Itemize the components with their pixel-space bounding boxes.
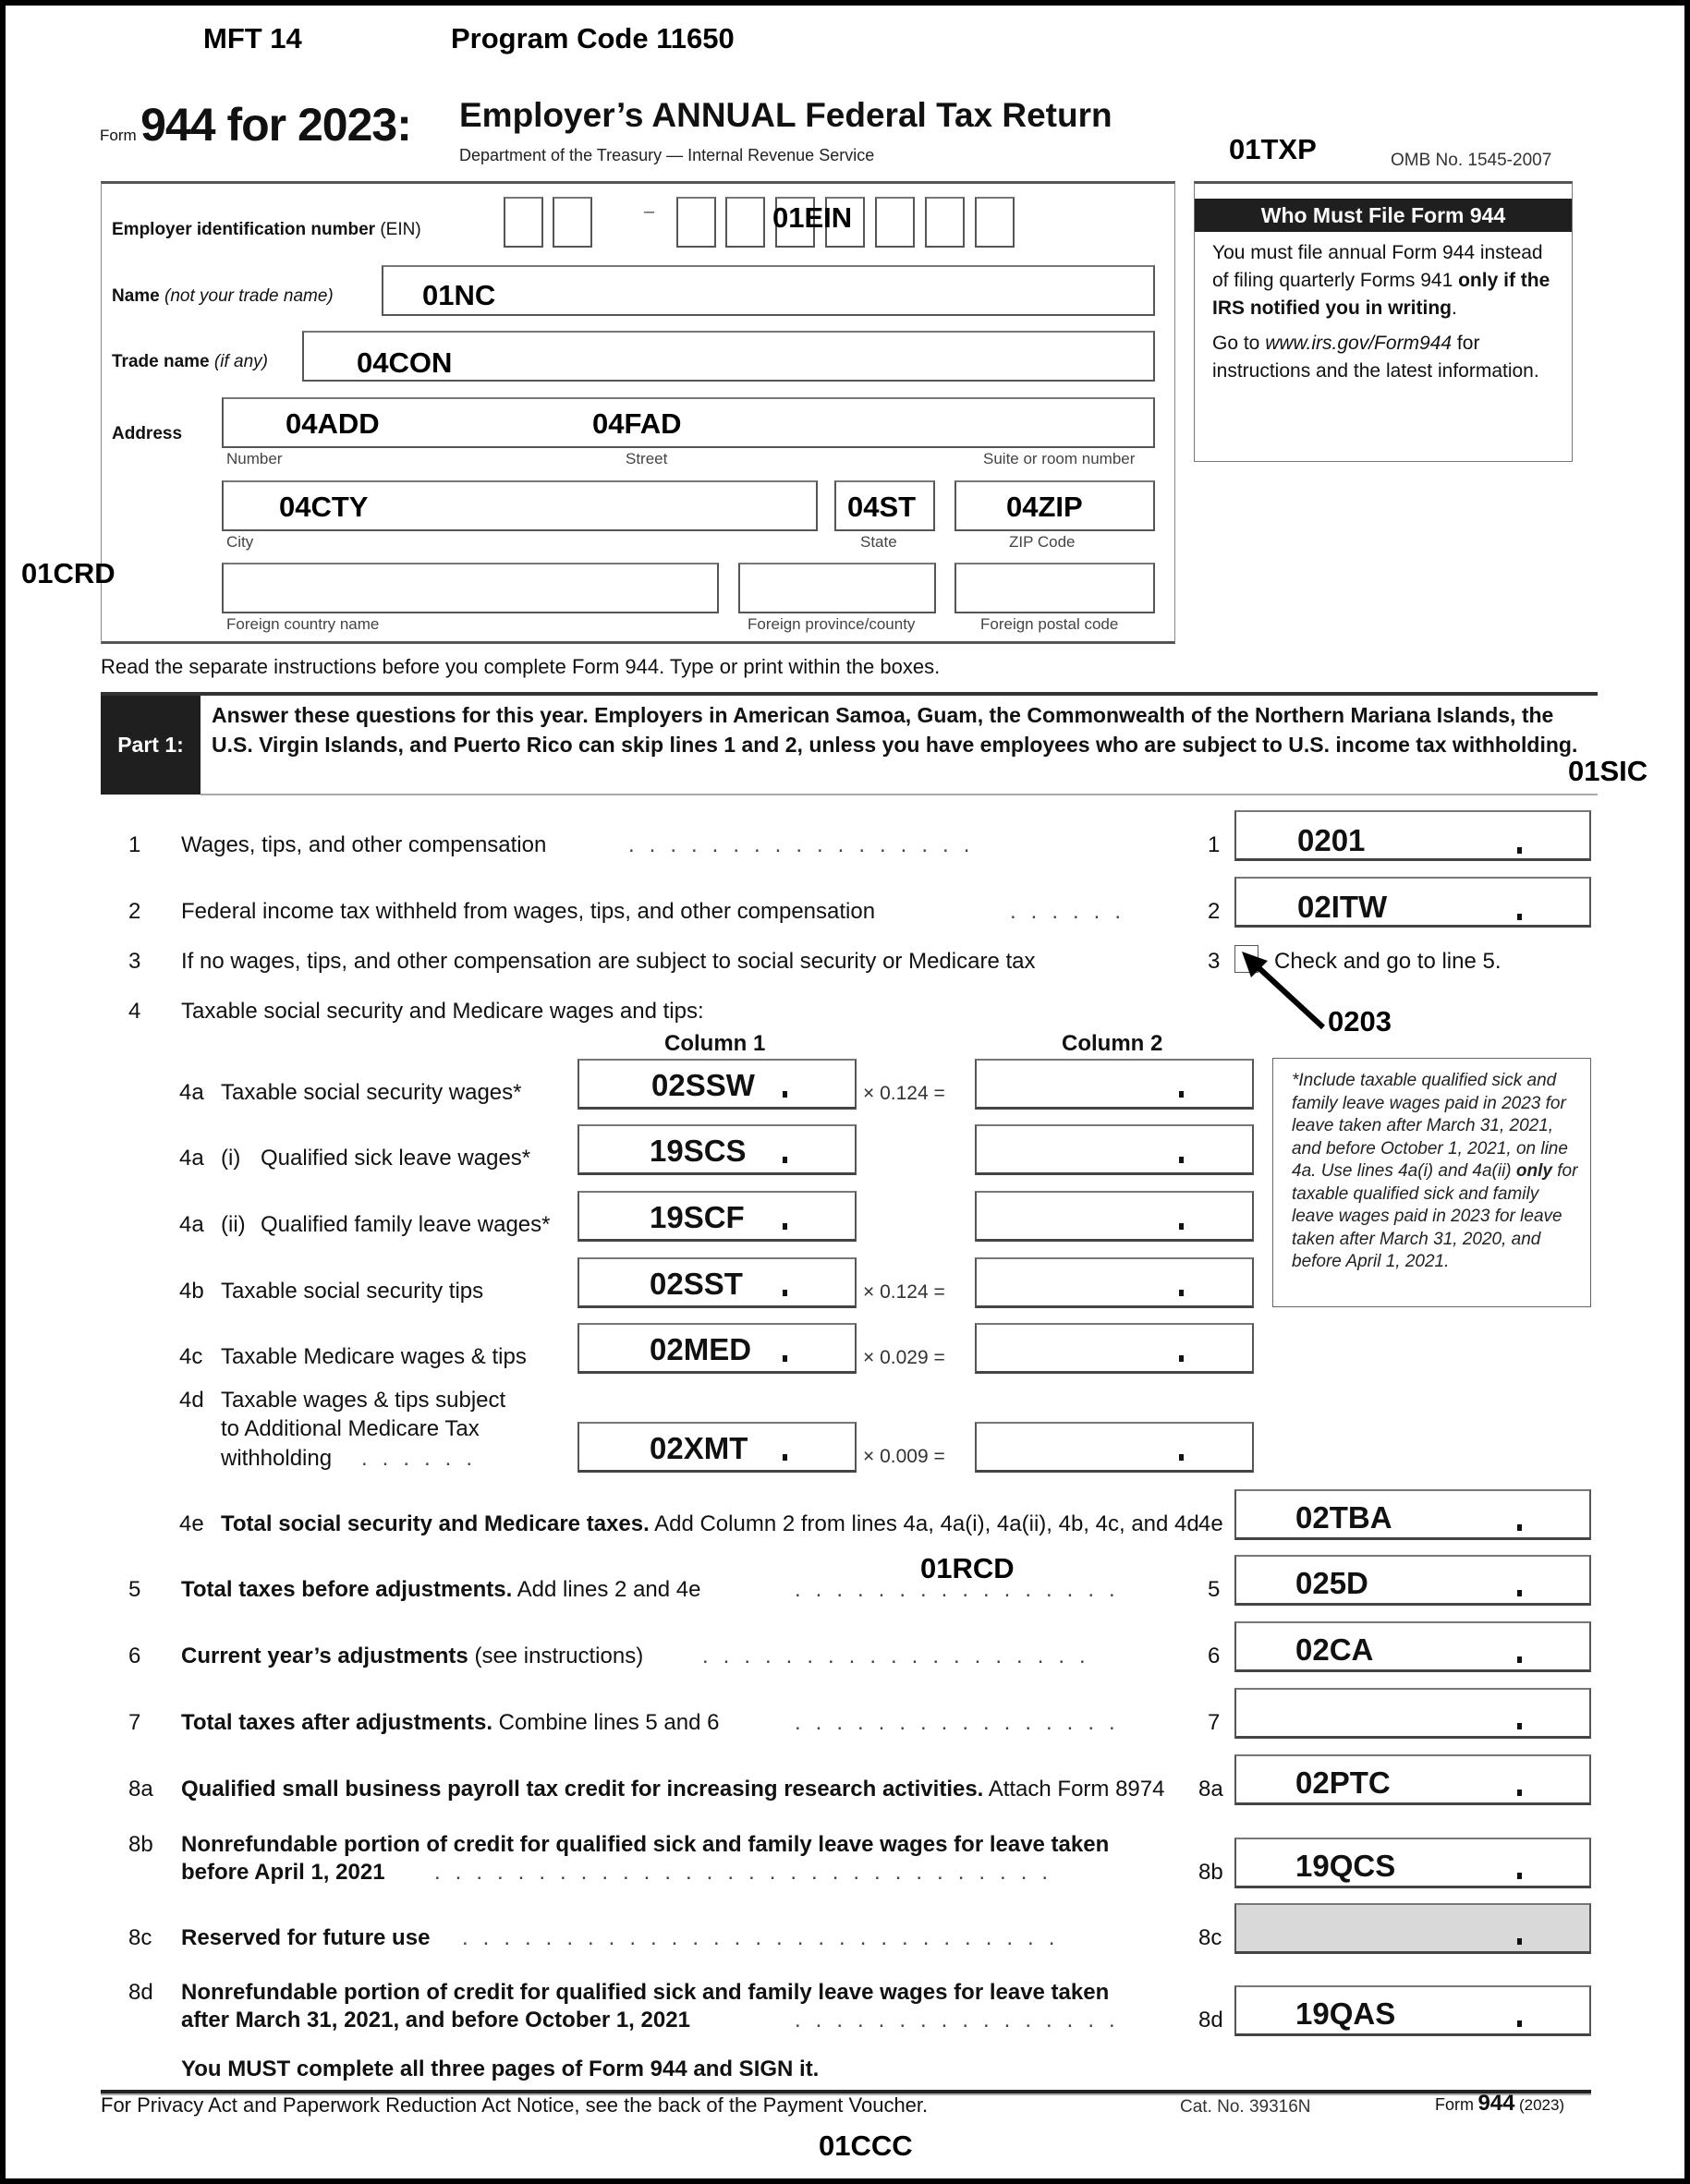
decimal-point — [1179, 1290, 1184, 1296]
program-code: Program Code 11650 — [451, 22, 735, 55]
l4a-col1-value: 02SSW — [651, 1068, 755, 1102]
foreign-country-input[interactable] — [222, 563, 719, 613]
must-complete-note: You MUST complete all three pages of Form 944 and SIGN it. — [181, 2057, 820, 2081]
decimal-point — [1517, 1873, 1522, 1879]
l6-input[interactable] — [1234, 1621, 1591, 1672]
line2-num: 2 — [128, 899, 141, 924]
sic-code: 01SIC — [1568, 755, 1648, 787]
decimal-point — [1179, 1454, 1184, 1461]
mft-code: MFT 14 — [203, 22, 302, 55]
ein-digit-box[interactable] — [875, 197, 915, 248]
l8d-input[interactable] — [1234, 1985, 1591, 2036]
l4b-col2-input[interactable] — [975, 1257, 1254, 1308]
line4d-label-3: withholding — [221, 1446, 333, 1471]
l4ai-col2-input[interactable] — [975, 1124, 1254, 1175]
l4ai-label: Qualified sick leave wages* — [261, 1146, 531, 1171]
decimal-point — [1179, 1157, 1184, 1163]
l8d-label-1: Nonrefundable portion of credit for qualified sick and family leave wages for leave taken — [181, 1980, 1110, 2005]
l6-value: 02CA — [1295, 1632, 1374, 1667]
l8b-input[interactable] — [1234, 1838, 1591, 1888]
l5-label: Total taxes before adjustments. Add lines 2 and 4e — [181, 1577, 701, 1602]
l4aii-num: 4a — [179, 1212, 204, 1237]
foreign-province-caption: Foreign province/county — [748, 615, 916, 633]
l4a-col2-input[interactable] — [975, 1059, 1254, 1110]
l4e-value: 02TBA — [1295, 1500, 1392, 1535]
l8a-num: 8a — [128, 1777, 153, 1802]
part1-top-rule — [101, 692, 1598, 696]
l4d-multiplier: × 0.009 = — [863, 1446, 945, 1467]
l4e-ref: 4e — [1198, 1511, 1223, 1536]
state-value: 04ST — [847, 491, 917, 523]
l8d-value: 19QAS — [1295, 1996, 1396, 2031]
line1-value: 0201 — [1297, 823, 1366, 857]
line2-value: 02ITW — [1297, 890, 1388, 924]
l8b-label-2: before April 1, 2021 — [181, 1860, 385, 1885]
decimal-point — [783, 1454, 787, 1461]
ein-digit-box[interactable] — [975, 197, 1015, 248]
l4aii-col1-value: 19SCF — [650, 1200, 745, 1234]
catalog-number: Cat. No. 39316N — [1180, 2097, 1311, 2117]
line4-num: 4 — [128, 999, 141, 1024]
decimal-point — [783, 1290, 787, 1296]
l8a-label: Qualified small business payroll tax credit for increasing research activities. Attach Form 8974 — [181, 1777, 1165, 1802]
l4ai-sub: (i) — [221, 1146, 241, 1171]
txp-code: 01TXP — [1229, 133, 1317, 165]
line2-label: Federal income tax withheld from wages, tips, and other compensation — [181, 899, 876, 924]
decimal-point — [1517, 914, 1522, 920]
zip-value: 04ZIP — [1006, 491, 1083, 523]
decimal-point — [1179, 1355, 1184, 1362]
l8c-num: 8c — [128, 1925, 152, 1950]
l4ai-col1-value: 19SCS — [650, 1134, 747, 1168]
arrow-icon — [1238, 950, 1331, 1033]
who-must-file-p2: Go to www.irs.gov/Form944 for instructions and the latest information. — [1212, 333, 1539, 382]
department-line: Department of the Treasury — Internal Revenue Service — [459, 146, 875, 164]
ein-digit-box[interactable] — [676, 197, 716, 248]
leader-dots: ................... — [702, 1644, 1100, 1668]
l8d-label-2: after March 31, 2021, and before October 1, 2021 — [181, 2008, 690, 2032]
who-must-file-box — [1194, 181, 1573, 462]
leader-dots: .............................. — [434, 1860, 1064, 1885]
l8b-label-1: Nonrefundable portion of credit for qualified sick and family leave wages for leave taken — [181, 1832, 1110, 1857]
line1-label: Wages, tips, and other compensation — [181, 832, 547, 857]
address-number-value: 04ADD — [286, 407, 380, 440]
column1-header: Column 1 — [664, 1031, 766, 1056]
foreign-country-caption: Foreign country name — [226, 615, 380, 633]
l8d-num: 8d — [128, 1980, 153, 2005]
l4d-col1-value: 02XMT — [650, 1431, 748, 1465]
decimal-point — [1517, 1938, 1522, 1945]
omb-number: OMB No. 1545-2007 — [1391, 151, 1552, 170]
l5-ref: 5 — [1208, 1577, 1221, 1602]
address-label: Address — [112, 424, 183, 443]
column2-header: Column 2 — [1062, 1031, 1163, 1056]
street-caption: Street — [626, 450, 668, 467]
decimal-point — [1517, 847, 1522, 854]
line3-arrow-code: 0203 — [1328, 1005, 1392, 1037]
privacy-notice: For Privacy Act and Paperwork Reduction Act Notice, see the back of the Payment Voucher. — [101, 2093, 929, 2117]
l4a-num: 4a — [179, 1080, 204, 1105]
line3-ref: 3 — [1208, 949, 1221, 974]
ein-digit-box[interactable] — [725, 197, 765, 248]
form-subtitle: Employer’s ANNUAL Federal Tax Return — [459, 96, 1112, 134]
crd-code: 01CRD — [21, 557, 116, 589]
name-input[interactable] — [382, 265, 1155, 316]
line1-ref: 1 — [1208, 832, 1221, 857]
l8c-label: Reserved for future use — [181, 1925, 431, 1950]
l5-num: 5 — [128, 1577, 141, 1602]
l4b-label: Taxable social security tips — [221, 1279, 484, 1304]
leader-dots: ................ — [795, 1577, 1130, 1602]
trade-name-label: Trade name (if any) — [112, 352, 268, 371]
l4aii-col2-input[interactable] — [975, 1191, 1254, 1242]
zip-caption: ZIP Code — [1009, 533, 1076, 551]
trade-name-value: 04CON — [357, 346, 453, 379]
decimal-point — [1179, 1223, 1184, 1230]
l7-label: Total taxes after adjustments. Combine lines 5 and 6 — [181, 1710, 720, 1735]
l5-value: 025D — [1295, 1566, 1368, 1600]
part1-label: Part 1: — [101, 696, 201, 795]
leader-dots: ...... — [1010, 899, 1137, 924]
line3-num: 3 — [128, 949, 141, 974]
ein-label: Employer identification number (EIN) — [112, 220, 421, 239]
name-label: Name (not your trade name) — [112, 286, 334, 306]
line3-check-text: Check and go to line 5. — [1274, 949, 1502, 974]
city-value: 04CTY — [279, 491, 369, 523]
line2-input[interactable] — [1234, 877, 1591, 928]
form-footer-id: Form 944 (2023) — [1435, 2091, 1565, 2116]
l4e-input[interactable] — [1234, 1489, 1591, 1540]
leader-dots: ................ — [795, 2008, 1130, 2032]
l4c-label: Taxable Medicare wages & tips — [221, 1344, 527, 1369]
l8c-ref: 8c — [1198, 1925, 1222, 1950]
foreign-postal-caption: Foreign postal code — [980, 615, 1119, 633]
l5-input[interactable] — [1234, 1555, 1591, 1606]
address-street-value: 04FAD — [592, 407, 682, 440]
l4e-label: Total social security and Medicare taxes. Add Column 2 from lines 4a, 4a(i), 4a(ii), 4b, 4c, and 4d — [221, 1511, 1199, 1536]
l4b-num: 4b — [179, 1279, 204, 1304]
l4aii-sub: (ii) — [221, 1212, 246, 1237]
irs-link[interactable]: www.irs.gov/Form944 — [1265, 333, 1453, 354]
line4-label: Taxable social security and Medicare wages and tips: — [181, 999, 704, 1024]
footnote-box: *Include taxable qualified sick and family leave wages paid in 2023 for leave taken after March 31, 2021, and before October 1, 2021, on line 4a. Use lines 4a(i) and 4a(ii) only for taxable qualified sick and family leave wages paid in 2023 for leave taken after March 31, 2020, and before April 1, 2021. — [1272, 1058, 1591, 1307]
l4a-label: Taxable social security wages* — [221, 1080, 522, 1105]
instructions-note: Read the separate instructions before you complete Form 944. Type or print within the boxes. — [101, 655, 941, 678]
leader-dots: ............................. — [462, 1925, 1070, 1950]
ein-dash: – — [644, 201, 655, 222]
line4d-label-1: Taxable wages & tips subject — [221, 1388, 506, 1413]
leader-dots: ................ — [795, 1710, 1130, 1735]
l6-label: Current year’s adjustments (see instructions) — [181, 1644, 644, 1668]
ein-digit-box[interactable] — [553, 197, 592, 248]
l4d-col2-input[interactable] — [975, 1422, 1254, 1473]
decimal-point — [1517, 1723, 1522, 1729]
l7-input[interactable] — [1234, 1688, 1591, 1739]
line1-input[interactable] — [1234, 810, 1591, 861]
ein-digit-box[interactable] — [504, 197, 543, 248]
state-caption: State — [860, 533, 897, 551]
city-caption: City — [226, 533, 254, 551]
decimal-point — [1517, 2020, 1522, 2027]
foreign-postal-input[interactable] — [954, 563, 1155, 613]
form-number-year: 944 for 2023: — [140, 99, 411, 151]
decimal-point — [1517, 1590, 1522, 1596]
l4c-multiplier: × 0.029 = — [863, 1347, 945, 1368]
ein-digit-box[interactable] — [925, 197, 965, 248]
number-caption: Number — [226, 450, 283, 467]
l4a-multiplier: × 0.124 = — [863, 1083, 945, 1104]
decimal-point — [783, 1355, 787, 1362]
l8a-ref: 8a — [1198, 1777, 1223, 1802]
l4e-num: 4e — [179, 1511, 204, 1536]
leader-dots: ................. — [628, 832, 985, 857]
foreign-province-input[interactable] — [738, 563, 936, 613]
l4c-col2-input[interactable] — [975, 1323, 1254, 1374]
l4c-num: 4c — [179, 1344, 203, 1369]
l4aii-label: Qualified family leave wages* — [261, 1212, 551, 1237]
l4ai-num: 4a — [179, 1146, 204, 1171]
decimal-point — [1517, 1656, 1522, 1663]
line1-num: 1 — [128, 832, 141, 857]
l4b-multiplier: × 0.124 = — [863, 1281, 945, 1303]
l4c-col1-value: 02MED — [650, 1332, 752, 1366]
ccc-code: 01CCC — [819, 2129, 913, 2162]
form-prefix: Form — [100, 127, 137, 144]
l8b-num: 8b — [128, 1832, 153, 1857]
part1-bottom-rule — [201, 794, 1598, 795]
decimal-point — [1517, 1524, 1522, 1531]
decimal-point — [1517, 1790, 1522, 1796]
leader-dots: ...... — [361, 1446, 488, 1471]
l4b-col1-value: 02SST — [650, 1267, 743, 1301]
decimal-point — [1179, 1091, 1184, 1098]
line4d-num: 4d — [179, 1388, 204, 1413]
l8c-input[interactable] — [1234, 1903, 1591, 1954]
l8a-input[interactable] — [1234, 1754, 1591, 1805]
l6-num: 6 — [128, 1644, 141, 1668]
decimal-point — [783, 1223, 787, 1230]
l6-ref: 6 — [1208, 1644, 1221, 1668]
who-must-file-p1: You must file annual Form 944 instead of filing quarterly Forms 941 only if the IRS notified you in writing. — [1212, 242, 1550, 319]
l8b-value: 19QCS — [1295, 1849, 1396, 1883]
part1-instructions: Answer these questions for this year. Employers in American Samoa, Guam, the Commonwealth of the Northern Mariana Islands, the U.S. Virgin Islands, and Puerto Rico can skip lines 1 and 2, unless you have employees who are subject to U.S. income tax withholding. — [212, 703, 1578, 757]
decimal-point — [783, 1157, 787, 1163]
l8a-value: 02PTC — [1295, 1765, 1391, 1800]
name-value: 01NC — [422, 279, 496, 311]
l8b-ref: 8b — [1198, 1860, 1223, 1885]
ein-code: 01EIN — [772, 201, 853, 234]
line2-ref: 2 — [1208, 899, 1221, 924]
line3-label: If no wages, tips, and other compensation are subject to social security or Medicare tax — [181, 949, 1036, 974]
decimal-point — [783, 1091, 787, 1098]
line4d-label-2: to Additional Medicare Tax — [221, 1416, 480, 1441]
form-title — [100, 98, 411, 152]
l7-ref: 7 — [1208, 1710, 1221, 1735]
rcd-code: 01RCD — [920, 1552, 1015, 1584]
suite-caption: Suite or room number — [983, 450, 1136, 467]
l7-num: 7 — [128, 1710, 141, 1735]
l8d-ref: 8d — [1198, 2008, 1223, 2032]
who-must-file-title: Who Must File Form 944 — [1195, 199, 1572, 232]
